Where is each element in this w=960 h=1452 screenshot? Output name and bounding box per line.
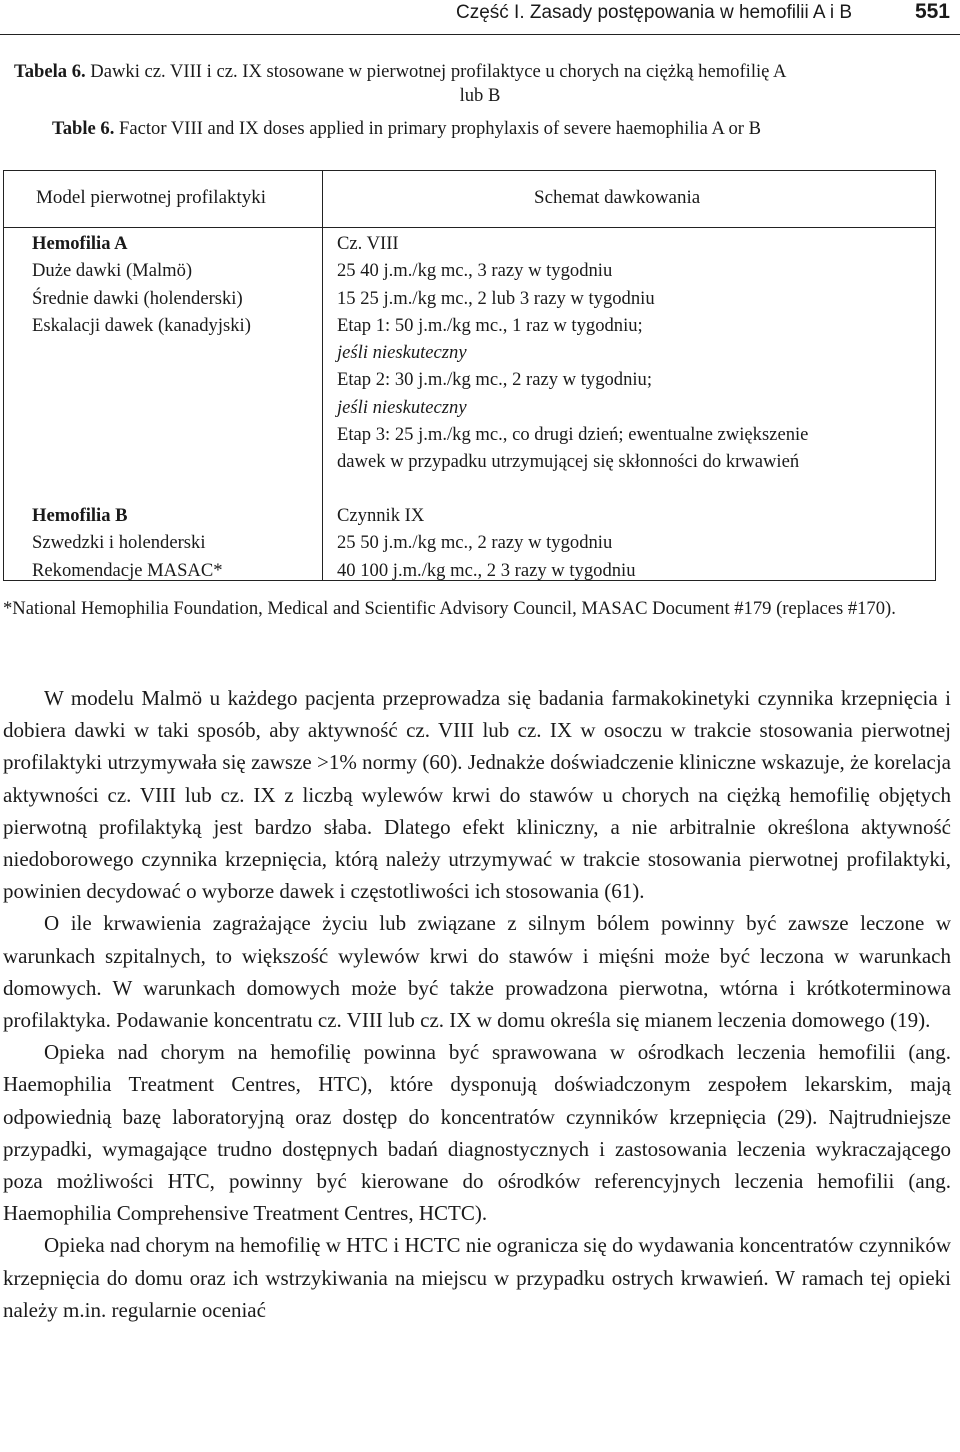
dose-row: 25 50 j.m./kg mc., 2 razy w tygodniu (337, 532, 613, 554)
hemophilia-b-models (32, 502, 223, 584)
dose-row: Etap 3: 25 j.m./kg mc., co drugi dzień; ewentualne zwiększenie (337, 424, 809, 446)
paragraph: W modelu Malmö u każdego pacjenta przeprowadza się badania farmakokinetyki czynnika krzepnięcia i dobiera dawki w taki sposób, aby aktywność cz. VIII lub cz. IX w osoczu w trakcie stosowania pierwotnej profilaktyki utrzymywała się zawsze >1% normy (60). Jednakże doświadczenie kliniczne wskazuje, że korelacja aktywności cz. VIII lub cz. IX z liczbą wylewów krwi do stawów u chorych na ciężką hemofilię objętych pierwotną profilaktyką jest bardzo słaba. Dlatego efekt kliniczny, a nie arbitralnie określona aktywność niedoborowego czynnika krzepnięcia, którą należy utrzymywać w trakcie stosowania pierwotnej profilaktyki, powinien decydować o wyborze dawek i częstotliwości ich stosowania (61). (3, 686, 951, 904)
dose-row: Etap 1: 50 j.m./kg mc., 1 raz w tygodniu; (337, 314, 643, 336)
dose-row: Etap 2: 30 j.m./kg mc., 2 razy w tygodniu; (337, 369, 653, 391)
factor-label: Cz. VIII (337, 233, 399, 254)
table-caption-en-text: Factor VIII and IX doses applied in primary prophylaxis of severe haemophilia A or B (114, 118, 762, 139)
hemophilia-b-schedule (337, 502, 636, 584)
hemophilia-a-title: Hemofilia A (32, 233, 128, 254)
col-header-model: Model pierwotnej profilaktyki (36, 187, 267, 208)
if-ineffective-note: jeśli nieskuteczny (337, 342, 467, 364)
table-caption-pl-cont: lub B (459, 85, 501, 106)
dose-row: 25 40 j.m./kg mc., 3 razy w tygodniu (337, 260, 613, 282)
table-caption-pl-text: Dawki cz. VIII i cz. IX stosowane w pierwotnej profilaktyce u chorych na ciężką hemofilię A (85, 61, 787, 82)
header-divider (4, 227, 935, 228)
model-row: Średnie dawki (holenderski) (32, 287, 243, 309)
model-row: Eskalacji dawek (kanadyjski) (32, 314, 251, 336)
body-text (3, 682, 951, 1326)
model-row: Szwedzki i holenderski (32, 532, 206, 554)
hemophilia-a-models (32, 230, 251, 339)
dose-row: 40 100 j.m./kg mc., 2 3 razy w tygodniu (337, 559, 636, 581)
paragraph: O ile krwawienia zagrażające życiu lub związane z silnym bólem powinny być zawsze leczone w warunkach szpitalnych, to większość wylewów krwi do stawów i mięśni może być leczona w warunkach domowych. W warunkach domowych może być także prowadzona pierwotna, wtórna i krótkoterminowa profilaktyka. Podawanie koncentratu cz. VIII lub cz. IX w domu określa się mianem leczenia domowego (19). (3, 911, 951, 1033)
table-caption-pl (14, 60, 944, 84)
dose-table (3, 170, 936, 581)
if-ineffective-note: jeśli nieskuteczny (337, 396, 467, 418)
model-row: Duże dawki (Malmö) (32, 260, 193, 282)
table-caption-en (52, 117, 952, 141)
table-caption-pl-label: Tabela 6. (14, 61, 86, 82)
paragraph: Opieka nad chorym na hemofilię powinna być sprawowana w ośrodkach leczenia hemofilii (ang. Haemophilia Treatment Centres, HTC), które dysponują doświadczonym zespołem lekarskim, mają odpowiednią bazę laboratoryjną oraz dostęp do koncentratów czynników krzepnięcia (29). Najtrudniejsze przypadki, wymagające trudno dostępnych badań diagnostycznych i zastosowania leczenia wykraczającego poza możliwości HTC, powinny być kierowane do ośrodków referencyjnych leczenia hemofilii (ang. Haemophilia Comprehensive Treatment Centres, HCTC). (3, 1040, 951, 1226)
page-number: 551 (914, 0, 950, 23)
dose-row: dawek w przypadku utrzymującej się skłonności do krwawień (337, 451, 800, 473)
running-title: Część I. Zasady postępowania w hemofilii A i B (455, 2, 852, 23)
table-caption-en-label: Table 6. (52, 118, 115, 139)
paragraph: Opieka nad chorym na hemofilię w HTC i HCTC nie ogranicza się do wydawania koncentratów czynników krzepnięcia do domu oraz ich wstrzykiwania na miejscu w przypadku ostrych krwawień. W ramach tej opieki należy m.in. regularnie oceniać (3, 1233, 951, 1322)
running-header (0, 0, 960, 36)
col-header-schedule: Schemat dawkowania (534, 187, 701, 208)
header-rule (0, 34, 960, 35)
hemophilia-b-title: Hemofilia B (32, 505, 128, 526)
dose-row: 15 25 j.m./kg mc., 2 lub 3 razy w tygodniu (337, 287, 655, 309)
column-divider (322, 171, 323, 580)
hemophilia-a-schedule (337, 230, 808, 476)
table-footnote: *National Hemophilia Foundation, Medical and Scientific Advisory Council, MASAC Document #179 (replaces #170). (3, 598, 896, 619)
model-row: Rekomendacje MASAC* (32, 559, 223, 581)
factor-label: Czynnik IX (337, 505, 425, 526)
